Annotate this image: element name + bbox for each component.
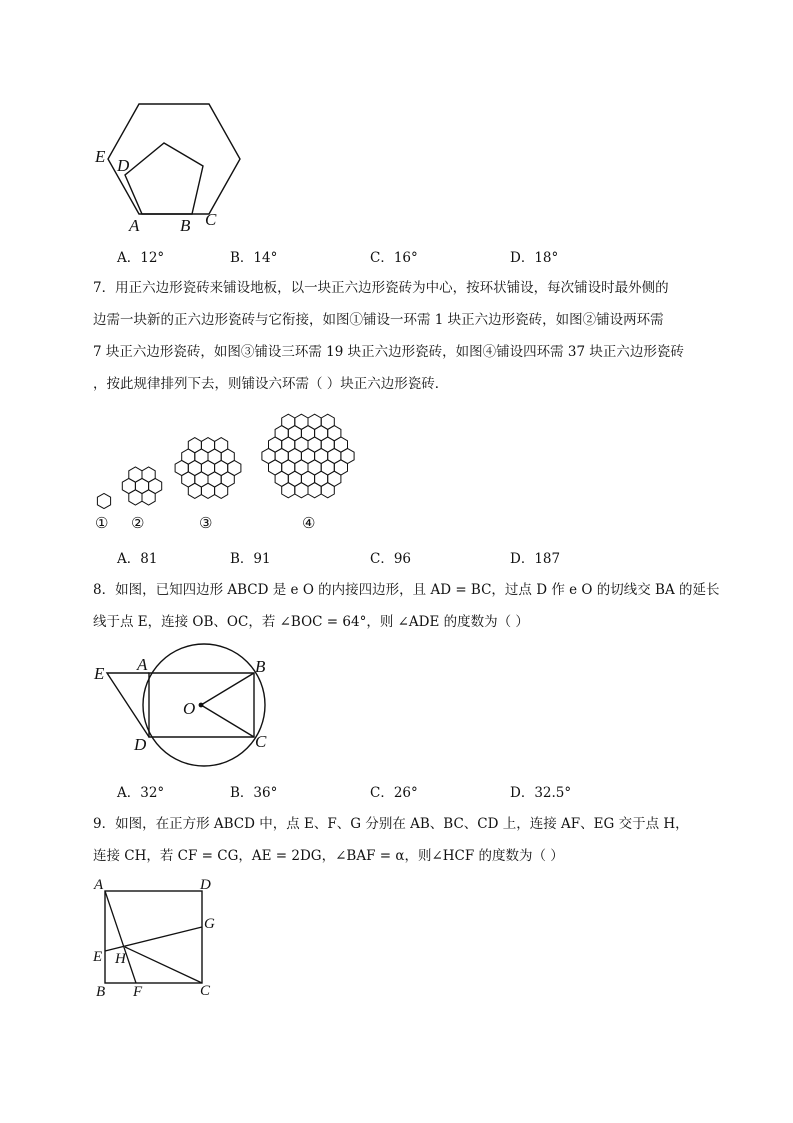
q7-option-b[interactable]: B．91 — [230, 551, 271, 567]
q6-label-c: C — [205, 210, 217, 229]
q7-figure-label-2: ② — [131, 514, 145, 532]
q7-figure-label-4: ④ — [302, 514, 316, 532]
q9-label-a: A — [94, 877, 104, 893]
q7-text-line-4: ，按此规律排列下去，则铺设六环需（ ）块正六边形瓷砖． — [93, 376, 449, 392]
q6-label-d: D — [117, 156, 130, 175]
q7-text-line-2: 边需一块新的正六边形瓷砖与它衔接，如图①铺设一环需 1 块正六边形瓷砖，如图②铺设两环需 — [93, 312, 664, 328]
q9-label-g: G — [204, 916, 215, 932]
q9-label-h: H — [115, 951, 126, 967]
q8-label-b: B — [255, 657, 266, 676]
q7-text-line-1: 7．用正六边形瓷砖来铺设地板，以一块正六边形瓷砖为中心，按环状铺设，每次铺设时最外侧的 — [93, 280, 669, 296]
q7-option-d[interactable]: D．187 — [510, 551, 561, 567]
q8-option-d[interactable]: D．32.5° — [510, 785, 572, 801]
q8-option-b[interactable]: B．36° — [230, 785, 278, 801]
q9-label-b: B — [96, 984, 106, 1000]
q6-label-a: A — [129, 216, 140, 235]
q9-label-f: F — [133, 984, 143, 1000]
q9-segment-eg — [105, 927, 202, 951]
q9-text-line-2: 连接 CH，若 CF = CG，AE = 2DG，∠BAF = α，则∠HCF 的度数为（ ） — [93, 848, 564, 864]
q6-option-d[interactable]: D．18° — [510, 250, 559, 266]
q9-label-c: C — [200, 983, 211, 999]
q9-segment-hc — [125, 947, 202, 983]
q9-segment-af — [105, 891, 136, 983]
q7-text-line-3: 7 块正六边形瓷砖，如图③铺设三环需 19 块正六边形瓷砖，如图④铺设四环需 37 块正六边形瓷砖 — [93, 344, 684, 360]
q6-label-e: E — [95, 147, 106, 166]
q7-figure-label-3: ③ — [199, 514, 213, 532]
q9-label-e: E — [93, 949, 103, 965]
q8-option-a[interactable]: A．32° — [117, 785, 165, 801]
q8-label-o: O — [183, 699, 196, 718]
q9-square — [105, 891, 202, 983]
q7-option-c[interactable]: C．96 — [370, 551, 412, 567]
q9-label-d: D — [200, 877, 211, 893]
q7-figure-label-1: ① — [95, 514, 109, 532]
q8-label-d: D — [134, 735, 147, 754]
q6-option-c[interactable]: C．16° — [370, 250, 418, 266]
q8-label-e: E — [94, 664, 105, 683]
q9-text-line-1: 9．如图，在正方形 ABCD 中，点 E、F、G 分别在 AB、BC、CD 上，连接 AF、EG 交于点 H， — [93, 816, 689, 832]
q8-option-c[interactable]: C．26° — [370, 785, 418, 801]
q8-label-c: C — [255, 732, 267, 751]
q6-label-b: B — [180, 216, 191, 235]
q8-label-a: A — [137, 655, 148, 674]
q6-option-b[interactable]: B．14° — [230, 250, 278, 266]
q8-text-line-1: 8．如图，已知四边形 ABCD 是 e O 的内接四边形，且 AD = BC，过点 D 作 e O 的切线交 BA 的延长 — [93, 582, 720, 598]
q6-option-a[interactable]: A．12° — [117, 250, 165, 266]
q8-text-line-2: 线于点 E，连接 OB、OC，若 ∠BOC = 64°，则 ∠ADE 的度数为（ ） — [93, 614, 529, 630]
q7-option-a[interactable]: A．81 — [117, 551, 158, 567]
